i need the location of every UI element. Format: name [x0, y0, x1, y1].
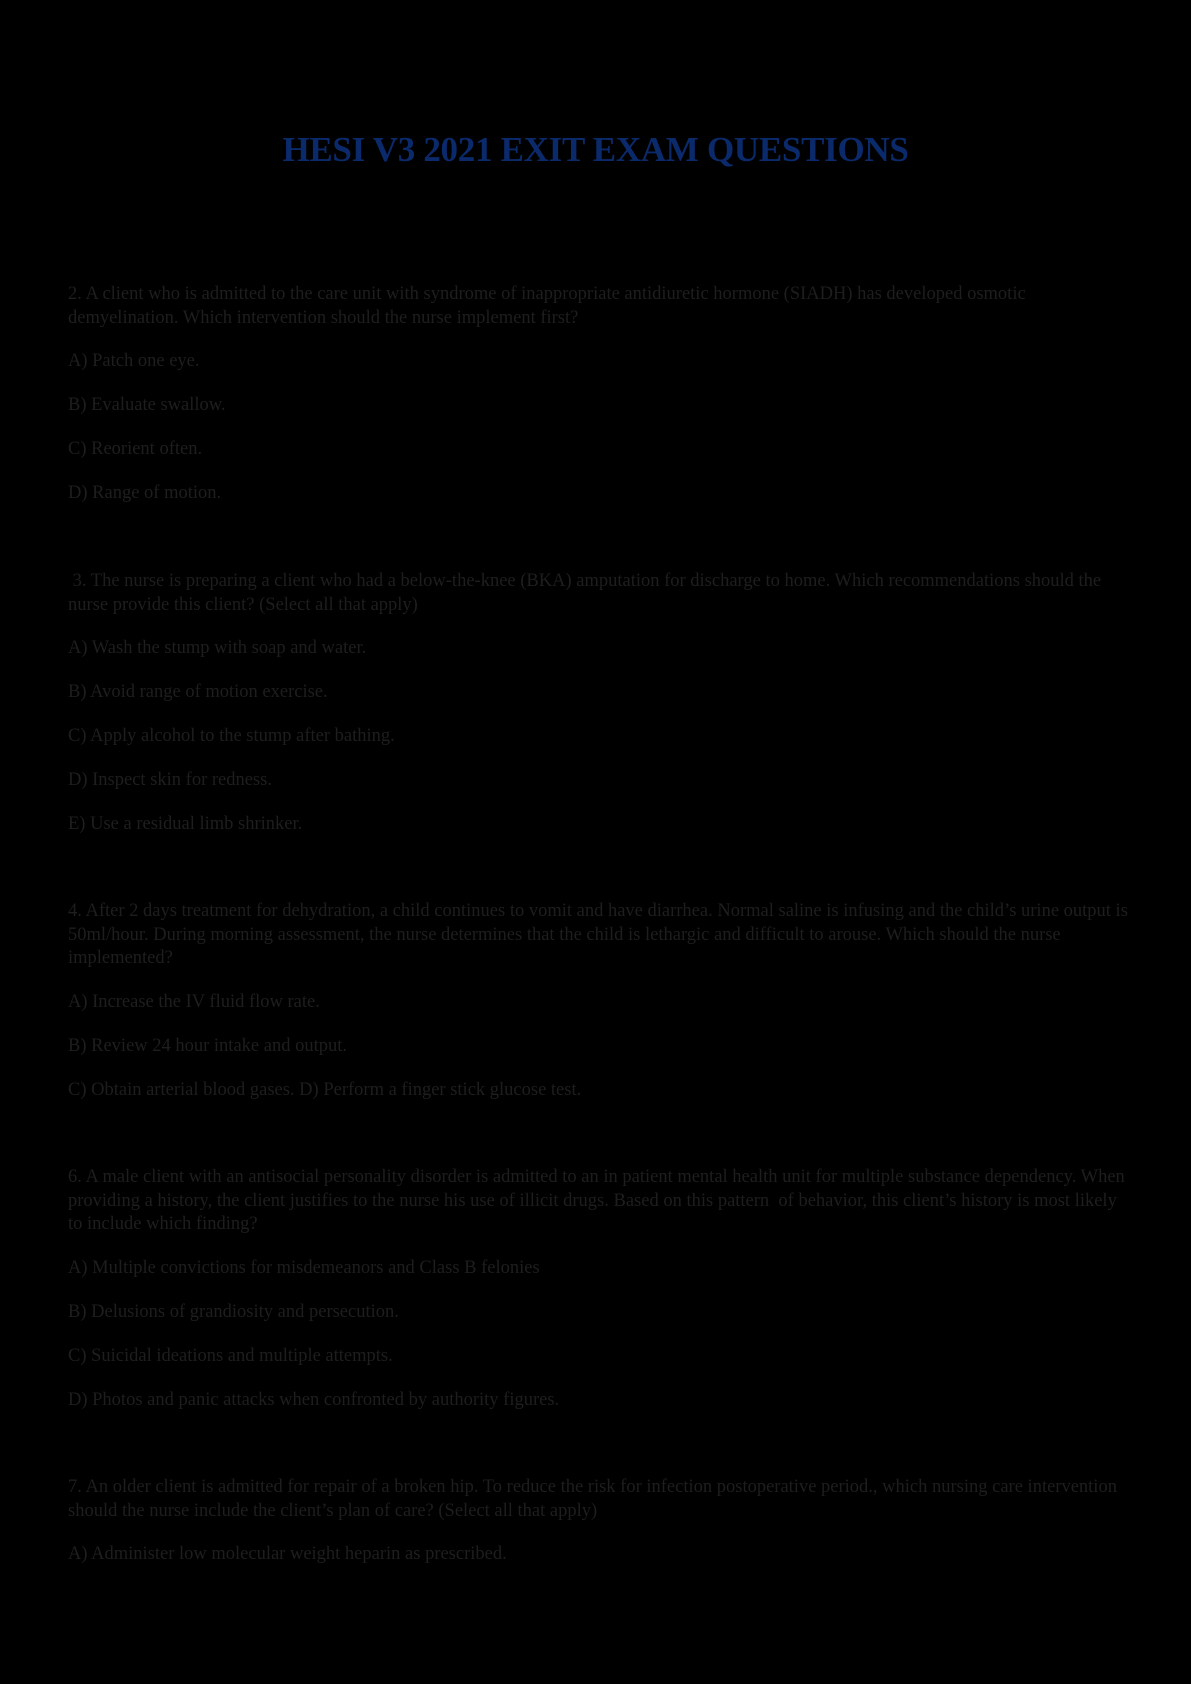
question-stem: 7. An older client is admitted for repair of a broken hip. To reduce the risk for infection postoperative period., which nursing care intervention should the nurse include the client’s plan of care? (Select all that apply): [68, 1477, 1122, 1521]
answer-options: [68, 350, 1128, 506]
answer-option-b: B) Delusions of grandiosity and persecution.: [68, 1301, 399, 1322]
question-stem: 2. A client who is admitted to the care unit with syndrome of inappropriate antidiuretic hormone (SIADH) has developed osmotic demyelination. Which intervention should the nurse implement first?: [68, 284, 1031, 328]
question-4: [68, 900, 1133, 1102]
answer-option-b: B) Avoid range of motion exercise.: [68, 682, 328, 702]
question-3: [68, 570, 1128, 837]
answer-options: [68, 637, 1128, 837]
answer-option-c: C) Reorient often.: [68, 439, 203, 459]
question-stem: 6. A male client with an antisocial personality disorder is admitted to an in patient mental health unit for multiple substance dependency. When providing a history, the client justifies to the nurse his use of illicit drugs. Based on this pattern of behavior, this client’s history is most likely to include which finding?: [68, 1167, 1130, 1234]
question-2: [68, 283, 1128, 506]
answer-option-c: C) Suicidal ideations and multiple attempts.: [68, 1345, 393, 1366]
answer-option-c: C) Apply alcohol to the stump after bathing.: [68, 726, 395, 746]
answer-options: [68, 1543, 1128, 1567]
answer-options: [68, 991, 1128, 1103]
question-stem: 4. After 2 days treatment for dehydration, a child continues to vomit and have diarrhea. Normal saline is infusing and the child’s urine output is 50ml/hour. During morning assessment, the nurse determines that the child is lethargic and difficult to arouse. Which should the nurse implemented?: [68, 901, 1133, 968]
answer-option-b: B) Evaluate swallow.: [68, 395, 226, 415]
answer-option-a: A) Wash the stump with soap and water.: [68, 638, 367, 658]
question-7: [68, 1476, 1128, 1567]
answer-option-a: A) Patch one eye.: [68, 351, 200, 371]
question-6: [68, 1166, 1128, 1412]
answer-option-a: A) Multiple convictions for misdemeanors and Class B felonies: [68, 1257, 540, 1278]
answer-option-d: D) Inspect skin for redness.: [68, 770, 272, 790]
answer-option-c-d: C) Obtain arterial blood gases. D) Perform a finger stick glucose test.: [68, 1079, 582, 1100]
answer-option-e: E) Use a residual limb shrinker.: [68, 814, 303, 834]
answer-option-d: D) Range of motion.: [68, 483, 222, 503]
answer-option-a: A) Increase the IV fluid flow rate.: [68, 991, 320, 1012]
question-stem: 3. The nurse is preparing a client who had a below-the-knee (BKA) amputation for discharge to home. Which recommendations should the nurse provide this client? (Select all that apply): [68, 571, 1106, 615]
document-title: HESI V3 2021 EXIT EXAM QUESTIONS: [282, 130, 909, 169]
answer-option-a: A) Administer low molecular weight heparin as prescribed.: [68, 1544, 507, 1564]
answer-option-d: D) Photos and panic attacks when confronted by authority figures.: [68, 1389, 560, 1410]
answer-options: [68, 1257, 1128, 1413]
answer-option-b: B) Review 24 hour intake and output.: [68, 1035, 347, 1056]
